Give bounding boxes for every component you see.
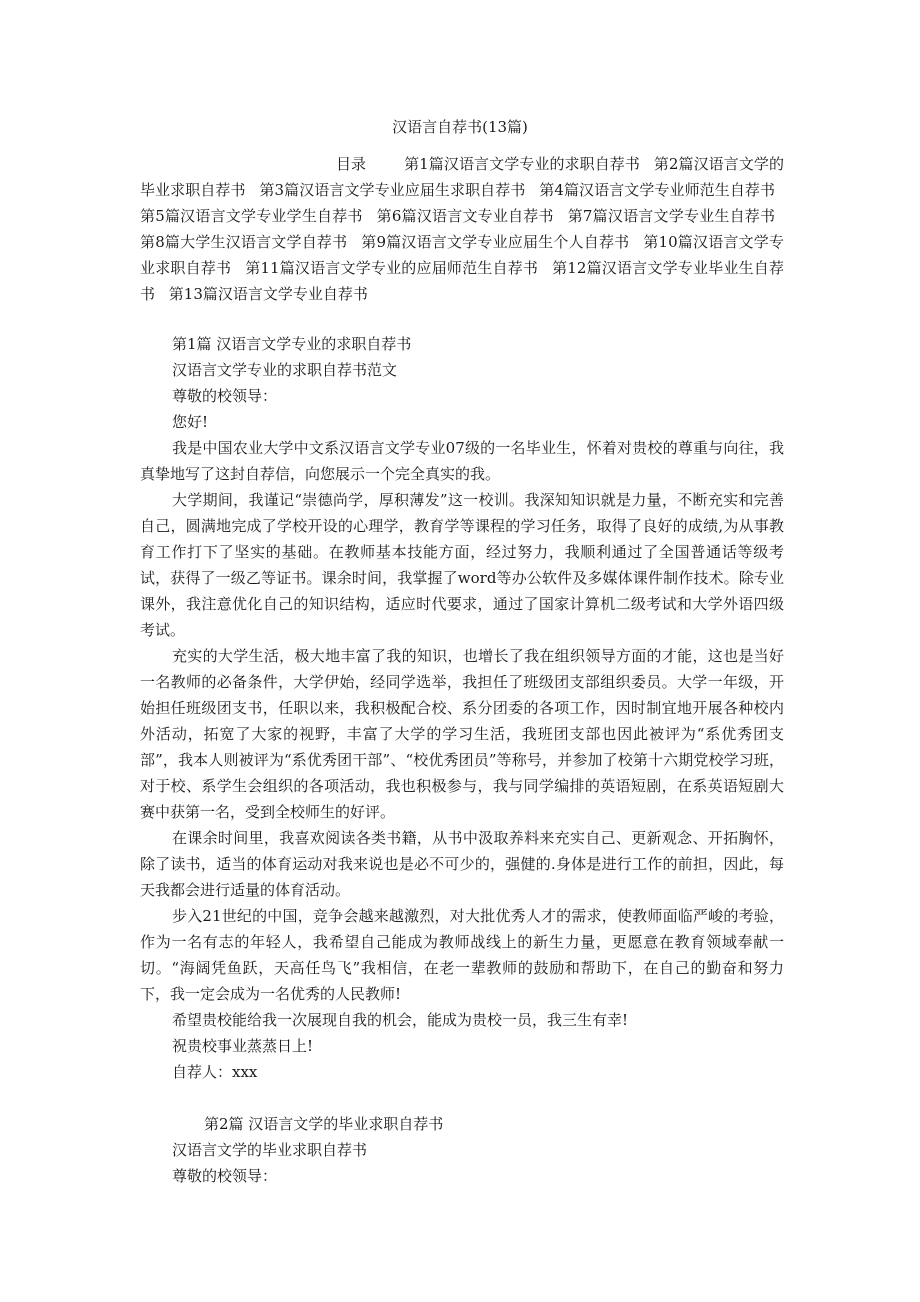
toc-entry[interactable]: 第7篇汉语言文学专业生自荐书 xyxy=(567,207,775,225)
body-paragraph: 步入21世纪的中国，竞争会越来越激烈，对大批优秀人才的需求，使教师面临严峻的考验，作为一名有志的年轻人，我希望自己能成为教师战线上的新生力量，更愿意在教育领域奉献一切。“海阔凭鱼跃，天高任鸟飞”我相信，在老一辈教师的鼓励和帮助下，在自己的勤奋和努力下，我一定会成为一名优秀的人民教师! xyxy=(140,907,784,1003)
toc-entry[interactable]: 第1篇汉语言文学专业的求职自荐书 xyxy=(404,155,640,173)
closing-line: 希望贵校能给我一次展现自我的机会，能成为贵校一员，我三生有幸! xyxy=(172,1011,629,1029)
toc-entry[interactable]: 第11篇汉语言文学专业的应届师范生自荐书 xyxy=(245,259,539,277)
signature-line: 自荐人：xxx xyxy=(172,1063,258,1081)
toc-entry[interactable]: 第6篇汉语言文专业自荐书 xyxy=(376,207,554,225)
toc-entry[interactable]: 第4篇汉语言文学专业师范生自荐书 xyxy=(539,181,775,199)
toc-entry[interactable]: 第12篇汉语言文学专业毕业生自荐书 xyxy=(140,259,784,303)
toc-entry[interactable]: 第2篇汉语言文学的毕业求职自荐书 xyxy=(140,155,785,199)
section-subtitle: 汉语言文学的毕业求职自荐书 xyxy=(172,1141,368,1159)
body-paragraph: 我是中国农业大学中文系汉语言文学专业07级的一名毕业生，怀着对贵校的尊重与向往，我真挚地写了这封自荐信，向您展示一个完全真实的我。 xyxy=(140,439,784,483)
section-subtitle: 汉语言文学专业的求职自荐书范文 xyxy=(172,361,398,379)
body-paragraph: 充实的大学生活，极大地丰富了我的知识，也增长了我在组织领导方面的才能，这也是当好一名教师的必备条件，大学伊始，经同学选举，我担任了班级团支部组织委员。大学一年级，开始担任班级团支书，任职以来，我积极配合校、系分团委的各项工作，因时制宜地开展各种校内外活动，拓宽了大家的视野，丰富了大学的学习生活，我班团支部也因此被评为“系优秀团支部”，我本人则被评为“系优秀团干部”、“校优秀团员”等称号，并参加了校第十六期党校学习班，对于校、系学生会组织的各项活动，我也积极参与，我与同学编排的英语短剧，在系英语短剧大赛中获第一名，受到全校师生的好评。 xyxy=(140,647,784,821)
toc-entry[interactable]: 第5篇汉语言文学专业学生自荐书 xyxy=(140,207,363,225)
salutation: 尊敬的校领导： xyxy=(172,1167,278,1185)
section-1 xyxy=(140,331,784,1085)
body-paragraph: 大学期间，我谨记“崇德尚学，厚积薄发”这一校训。我深知知识就是力量，不断充实和完善自己，圆满地完成了学校开设的心理学，教育学等课程的学习任务，取得了良好的成绩,为从事教育工作打下了坚实的基础。在教师基本技能方面，经过努力，我顺利通过了全国普通话等级考试，获得了一级乙等证书。课余时间，我掌握了word等办公软件及多媒体课件制作技术。除专业课外，我注意优化自己的知识结构，适应时代要求，通过了国家计算机二级考试和大学外语四级考试。 xyxy=(140,491,784,639)
greeting: 您好! xyxy=(172,413,209,431)
section-heading: 第1篇 汉语言文学专业的求职自荐书 xyxy=(172,335,412,353)
section-heading: 第2篇 汉语言文学的毕业求职自荐书 xyxy=(204,1115,444,1133)
salutation: 尊敬的校领导： xyxy=(172,387,278,405)
closing-line: 祝贵校事业蒸蒸日上! xyxy=(172,1037,314,1055)
document-title: 汉语言自荐书(13篇) xyxy=(392,118,528,136)
toc-entry[interactable]: 第9篇汉语言文学专业应届生个人自荐书 xyxy=(361,233,630,251)
toc-entry[interactable]: 第13篇汉语言文学专业自荐书 xyxy=(168,285,368,303)
table-of-contents xyxy=(140,151,784,307)
section-2 xyxy=(140,1111,784,1189)
body-paragraph: 在课余时间里，我喜欢阅读各类书籍，从书中汲取养料来充实自己、更新观念、开拓胸怀，除了读书，适当的体育运动对我来说也是必不可少的，强健的.身体是进行工作的前担，因此，每天我都会进行适量的体育活动。 xyxy=(140,829,784,899)
toc-entry[interactable]: 第10篇汉语言文学专业求职自荐书 xyxy=(140,233,784,277)
toc-entry[interactable]: 第3篇汉语言文学专业应届生求职自荐书 xyxy=(259,181,526,199)
toc-entry[interactable]: 第8篇大学生汉语言文学自荐书 xyxy=(140,233,348,251)
toc-label: 目录 xyxy=(336,155,367,173)
